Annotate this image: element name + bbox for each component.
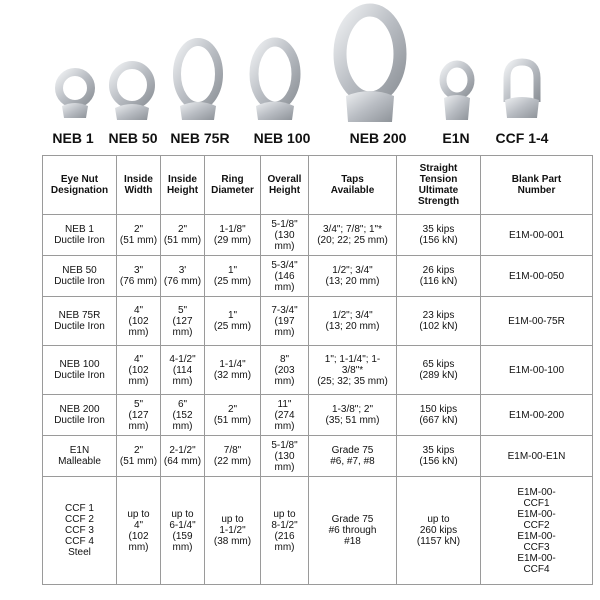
column-header: Blank Part Number <box>481 156 593 215</box>
table-cell: 2-1/2" (64 mm) <box>161 436 205 477</box>
column-header: Inside Width <box>117 156 161 215</box>
table-cell: up to 260 kips (1157 kN) <box>397 477 481 585</box>
table-cell: NEB 1 Ductile Iron <box>43 215 117 256</box>
table-cell: 1" (25 mm) <box>205 297 261 346</box>
table-cell: NEB 100 Ductile Iron <box>43 346 117 395</box>
table-cell: 26 kips (116 kN) <box>397 256 481 297</box>
column-header: Overall Height <box>261 156 309 215</box>
table-cell: 1-1/8" (29 mm) <box>205 215 261 256</box>
table-cell: 4" (102 mm) <box>117 297 161 346</box>
table-cell: E1M-00-050 <box>481 256 593 297</box>
table-header-row <box>43 156 593 215</box>
table-row <box>43 477 593 585</box>
table-cell: 11" (274 mm) <box>261 395 309 436</box>
table-cell: Grade 75 #6, #7, #8 <box>309 436 397 477</box>
table-row <box>43 297 593 346</box>
table-cell: 2" (51 mm) <box>205 395 261 436</box>
table-cell: up to 6-1/4" (159 mm) <box>161 477 205 585</box>
product-label: NEB 50 <box>108 130 158 146</box>
table-row <box>43 346 593 395</box>
eye-nut-spec-table <box>42 155 593 585</box>
table-row <box>43 215 593 256</box>
table-cell: 1"; 1-1/4"; 1- 3/8"* (25; 32; 35 mm) <box>309 346 397 395</box>
table-cell: up to 1-1/2" (38 mm) <box>205 477 261 585</box>
table-cell: 7-3/4" (197 mm) <box>261 297 309 346</box>
table-cell: NEB 200 Ductile Iron <box>43 395 117 436</box>
table-cell: up to 4" (102 mm) <box>117 477 161 585</box>
product-label: NEB 100 <box>253 130 311 146</box>
product-label: CCF 1-4 <box>495 130 549 146</box>
product-photo-strip <box>0 0 600 150</box>
table-row <box>43 436 593 477</box>
table-cell: 8" (203 mm) <box>261 346 309 395</box>
table-cell: 150 kips (667 kN) <box>397 395 481 436</box>
table-cell: 35 kips (156 kN) <box>397 436 481 477</box>
table-cell: Grade 75 #6 through #18 <box>309 477 397 585</box>
table-cell: 1-1/4" (32 mm) <box>205 346 261 395</box>
eye-nut-neb-1-image <box>50 0 100 150</box>
table-cell: 1/2"; 3/4" (13; 20 mm) <box>309 256 397 297</box>
table-cell: 2" (51 mm) <box>117 215 161 256</box>
table-cell: 4" (102 mm) <box>117 346 161 395</box>
table-cell: 1/2"; 3/4" (13; 20 mm) <box>309 297 397 346</box>
product-label: NEB 200 <box>349 130 407 146</box>
table-cell: 23 kips (102 kN) <box>397 297 481 346</box>
table-cell: NEB 50 Ductile Iron <box>43 256 117 297</box>
table-cell: 35 kips (156 kN) <box>397 215 481 256</box>
table-cell: NEB 75R Ductile Iron <box>43 297 117 346</box>
table-cell: E1N Malleable <box>43 436 117 477</box>
column-header: Taps Available <box>309 156 397 215</box>
table-cell: E1M-00- CCF1 E1M-00- CCF2 E1M-00- CCF3 E1M-00- CCF4 <box>481 477 593 585</box>
column-header: Inside Height <box>161 156 205 215</box>
table-cell: 3' (76 mm) <box>161 256 205 297</box>
table-cell: 2" (51 mm) <box>161 215 205 256</box>
table-cell: 1-3/8"; 2" (35; 51 mm) <box>309 395 397 436</box>
eye-nut-neb-200-image <box>328 0 413 150</box>
table-cell: up to 8-1/2" (216 mm) <box>261 477 309 585</box>
table-cell: 5-3/4" (146 mm) <box>261 256 309 297</box>
table-cell: 5-1/8" (130 mm) <box>261 436 309 477</box>
table-cell: 4-1/2" (114 mm) <box>161 346 205 395</box>
product-label: E1N <box>442 130 470 146</box>
table-cell: CCF 1 CCF 2 CCF 3 CCF 4 Steel <box>43 477 117 585</box>
table-cell: E1M-00-200 <box>481 395 593 436</box>
column-header: Ring Diameter <box>205 156 261 215</box>
eye-nut-neb-50-image <box>105 0 160 150</box>
product-label: NEB 75R <box>170 130 230 146</box>
table-cell: 3" (76 mm) <box>117 256 161 297</box>
table-cell: E1M-00-100 <box>481 346 593 395</box>
table-cell: 7/8" (22 mm) <box>205 436 261 477</box>
table-cell: E1M-00-75R <box>481 297 593 346</box>
eye-nut-e1n-image <box>435 0 480 150</box>
product-label: NEB 1 <box>52 130 94 146</box>
table-cell: 2" (51 mm) <box>117 436 161 477</box>
table-cell: 3/4"; 7/8"; 1"* (20; 22; 25 mm) <box>309 215 397 256</box>
eye-nut-ccf-image <box>497 0 547 150</box>
table-cell: 1" (25 mm) <box>205 256 261 297</box>
table-cell: 5-1/8" (130 mm) <box>261 215 309 256</box>
table-row <box>43 395 593 436</box>
table-cell: 6" (152 mm) <box>161 395 205 436</box>
table-cell: E1M-00-001 <box>481 215 593 256</box>
column-header: Straight Tension Ultimate Strength <box>397 156 481 215</box>
table-cell: E1M-00-E1N <box>481 436 593 477</box>
table-cell: 5" (127 mm) <box>161 297 205 346</box>
table-row <box>43 256 593 297</box>
table-cell: 5" (127 mm) <box>117 395 161 436</box>
eye-nut-neb-100-image <box>245 0 305 150</box>
eye-nut-neb-75r-image <box>168 0 228 150</box>
table-cell: 65 kips (289 kN) <box>397 346 481 395</box>
column-header: Eye Nut Designation <box>43 156 117 215</box>
